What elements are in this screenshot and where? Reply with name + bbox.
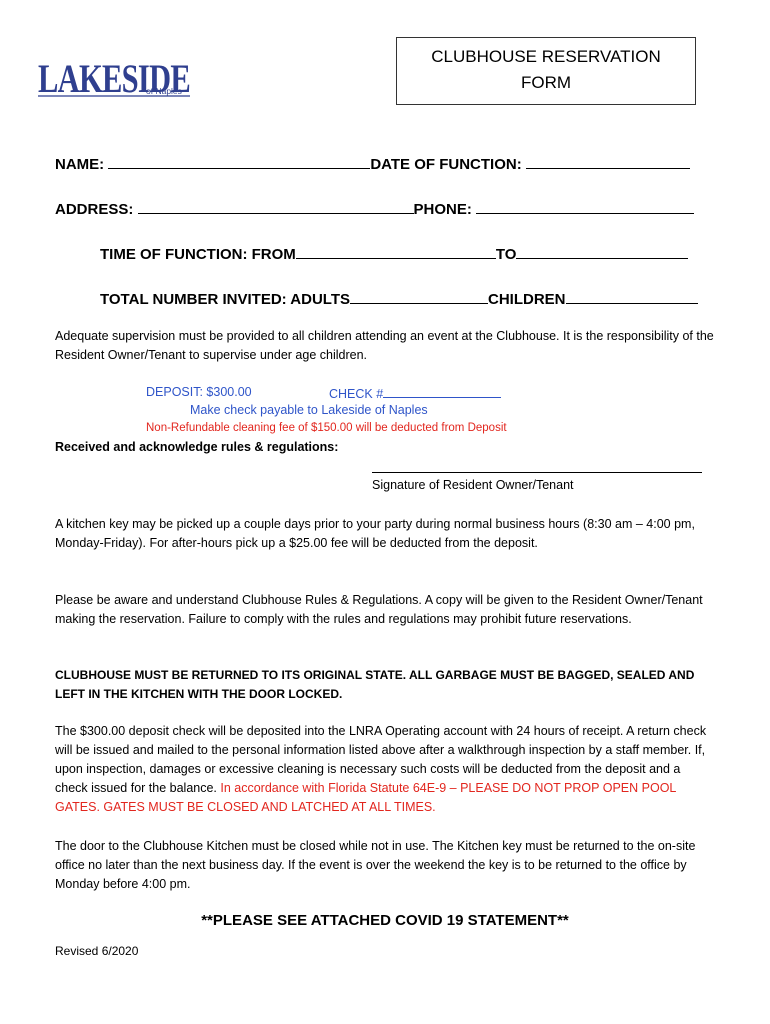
signature-label: Signature of Resident Owner/Tenant [372,478,574,492]
form-title-box [396,37,696,105]
deposit-check-paragraph [55,722,715,817]
logo-subtitle: of Naples [146,86,182,96]
kitchen-key-paragraph: A kitchen key may be picked up a couple days prior to your party during normal business hours (8:30 am – 4:00 pm, Monday-Friday). For after-hours pick up a $25.00 fee will be deducted from the deposit. [55,517,695,550]
check-number-input-line[interactable] [383,385,501,398]
payable-note: Make check payable to Lakeside of Naples [190,403,428,417]
time-from-label: TIME OF FUNCTION: FROM [100,246,296,263]
deposit-amount: DEPOSIT: $300.00 [146,385,252,399]
adults-input-line[interactable] [350,289,488,304]
children-label: CHILDREN [488,291,566,308]
cleaning-fee-note: Non-Refundable cleaning fee of $150.00 will be deducted from Deposit [146,422,507,434]
phone-input-line[interactable] [476,199,694,214]
address-label: ADDRESS: [55,201,138,218]
clubhouse-state-paragraph: CLUBHOUSE MUST BE RETURNED TO ITS ORIGINAL STATE. ALL GARBAGE MUST BE BAGGED, SEALED AND LEFT IN THE KITCHEN WITH THE DOOR LOCKED. [55,668,695,701]
acknowledge-label: Received and acknowledge rules & regulations: [55,440,339,454]
supervision-paragraph: Adequate supervision must be provided to all children attending an event at the Clubhouse. It is the responsibility of the Resident Owner/Tenant to supervise under age children. [55,329,714,362]
check-number-row [329,385,501,401]
time-to-label: TO [495,246,517,263]
deposit-check-text: The $300.00 deposit check will be deposited into the LNRA Operating account with 24 hours of receipt. A return check will be issued and mailed to the personal information listed above after a walkthrough inspection by a staff member. If, upon inspection, damages or excessive cleaning is necessary such costs will be deducted from the deposit and a check issued for the balance. [55,724,707,795]
statute-warning: In accordance with Florida Statute 64E-9 – PLEASE DO NOT PROP OPEN POOL GATES. GATES MUST BE CLOSED AND LATCHED AT ALL TIMES. [55,781,676,814]
name-input-line[interactable] [108,154,370,169]
lakeside-logo [36,52,196,110]
logo-wordmark: LAKESIDE [38,56,190,101]
rules-paragraph: Please be aware and understand Clubhouse Rules & Regulations. A copy will be given to the Resident Owner/Tenant making the reservation. Failure to comply with the rules and regulations may prohibit future reservations. [55,593,703,626]
form-title-line1: CLUBHOUSE RESERVATION [431,47,661,66]
date-label: DATE OF FUNCTION: [370,156,526,173]
name-label: NAME: [55,156,109,173]
adults-label: TOTAL NUMBER INVITED: ADULTS [100,291,350,308]
time-from-input-line[interactable] [296,244,496,259]
time-to-input-line[interactable] [516,244,688,259]
name-date-row [55,154,690,173]
check-label: CHECK # [329,387,384,401]
address-input-line[interactable] [138,199,414,214]
children-input-line[interactable] [566,289,698,304]
covid-statement: **PLEASE SEE ATTACHED COVID 19 STATEMENT** [201,912,569,929]
invited-row [100,289,698,308]
phone-label: PHONE: [413,201,477,218]
revised-date: Revised 6/2020 [55,944,139,958]
kitchen-door-paragraph: The door to the Clubhouse Kitchen must be closed while not in use. The Kitchen key must be returned to the on-site office no later than the next business day. If the event is over the weekend the key is to be returned to the office by Monday before 4:00 pm. [55,839,696,891]
date-input-line[interactable] [526,154,690,169]
form-title-line2: FORM [520,73,572,92]
signature-line[interactable] [372,472,702,473]
time-row [100,244,688,263]
address-phone-row [55,199,694,218]
